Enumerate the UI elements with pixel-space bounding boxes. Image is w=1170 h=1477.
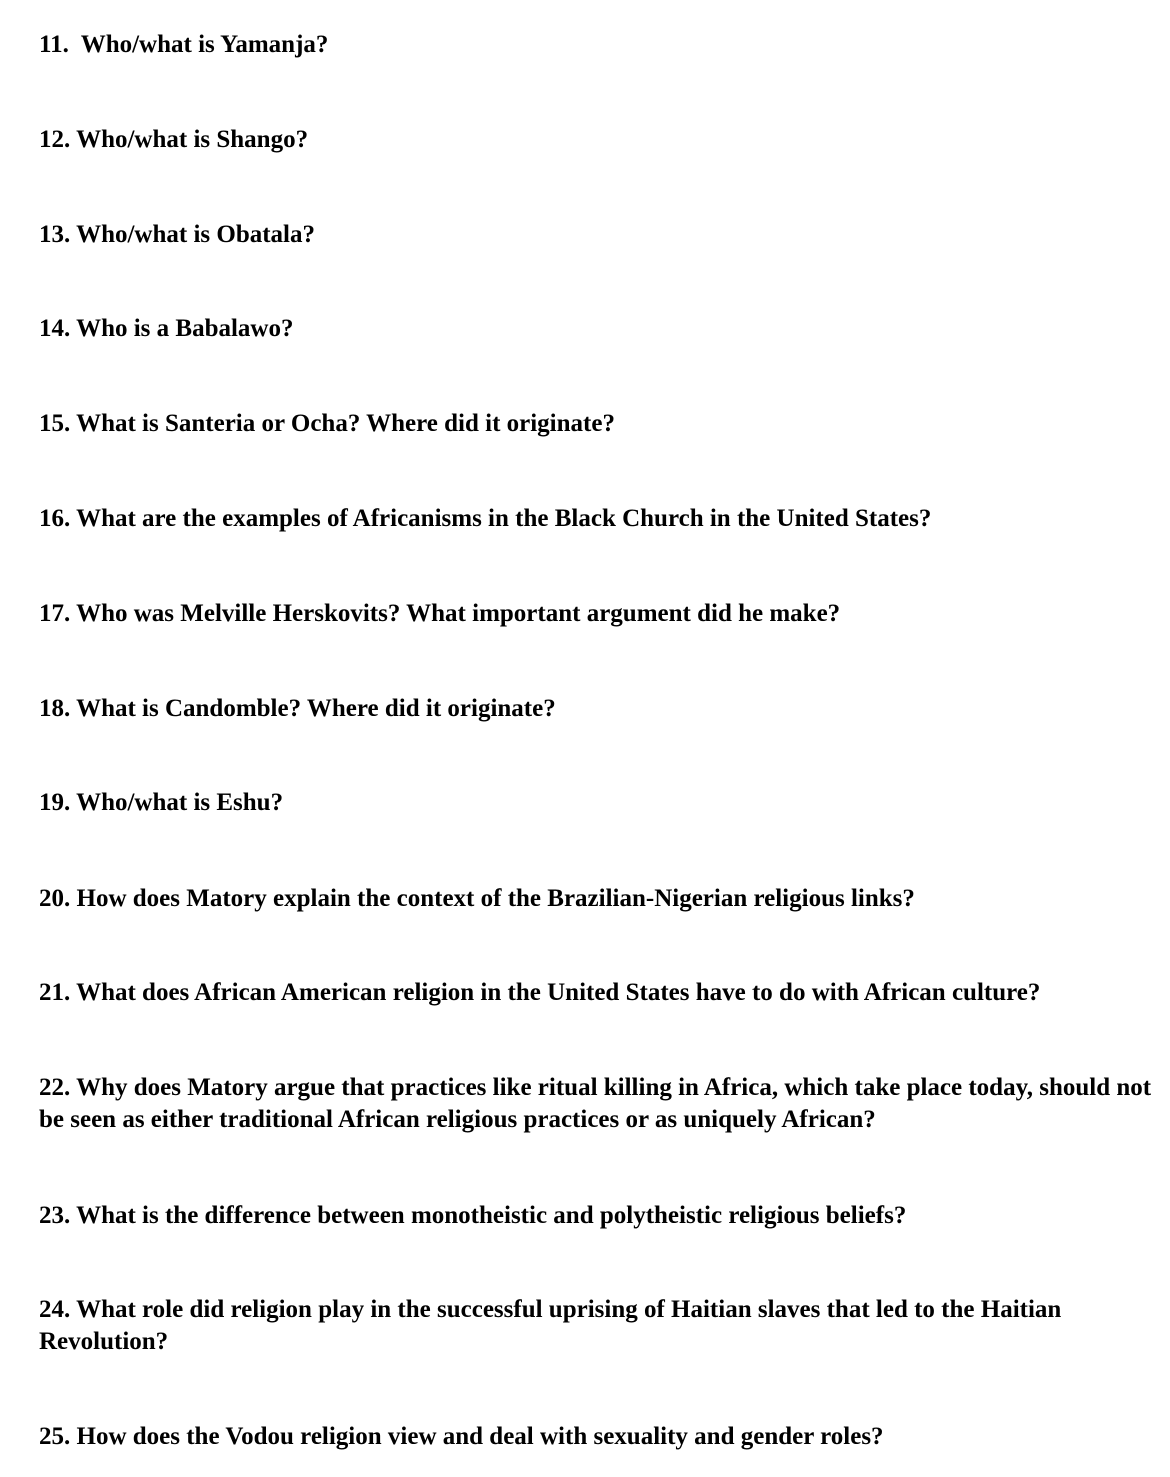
question-14: [39, 313, 1167, 345]
question-text: What is Candomble? Where did it originate?: [76, 695, 556, 722]
question-text: Who/what is Yamanja?: [80, 31, 329, 58]
question-text: Who/what is Eshu?: [76, 789, 284, 816]
question-number: 15.: [39, 410, 71, 437]
question-text: What does African American religion in the United States have to do with African culture?: [76, 979, 1041, 1006]
question-21: [39, 977, 1167, 1009]
question-number: 12.: [39, 126, 71, 153]
question-17: [39, 598, 1167, 630]
question-text: What is the difference between monotheistic and polytheistic religious beliefs?: [76, 1202, 907, 1229]
question-20: [39, 883, 1167, 915]
question-number: 24.: [39, 1296, 71, 1323]
question-text: Who was Melville Herskovits? What important argument did he make?: [76, 600, 841, 627]
question-19: [39, 787, 1167, 819]
question-text: What are the examples of Africanisms in the Black Church in the United States?: [76, 505, 932, 532]
question-number: 16.: [39, 505, 71, 532]
question-13: [39, 219, 1167, 251]
question-16: [39, 503, 1167, 535]
question-number: 19.: [39, 789, 71, 816]
question-number: 14.: [39, 315, 71, 342]
question-number: 23.: [39, 1202, 71, 1229]
question-11: [39, 29, 1167, 61]
question-text: How does the Vodou religion view and deal with sexuality and gender roles?: [76, 1423, 884, 1450]
question-text: Who/what is Obatala?: [76, 221, 315, 248]
question-text: Who is a Babalawo?: [76, 315, 294, 342]
question-text: What is Santeria or Ocha? Where did it originate?: [76, 410, 615, 437]
question-number: 11.: [39, 31, 69, 58]
question-number: 18.: [39, 695, 71, 722]
question-18: [39, 693, 1167, 725]
question-number: 21.: [39, 979, 71, 1006]
question-22: [39, 1072, 1167, 1136]
question-12: [39, 124, 1167, 156]
question-15: [39, 408, 1167, 440]
question-24: [39, 1294, 1167, 1358]
question-25: [39, 1421, 1167, 1453]
question-text: Who/what is Shango?: [76, 126, 309, 153]
question-number: 25.: [39, 1423, 71, 1450]
question-23: [39, 1200, 1167, 1232]
question-number: 17.: [39, 600, 71, 627]
question-number: 22.: [39, 1074, 71, 1101]
question-text: Why does Matory argue that practices like ritual killing in Africa, which take place today, should not be seen as either traditional African religious practices or as uniquely African?: [39, 1074, 1152, 1133]
question-text: How does Matory explain the context of the Brazilian-Nigerian religious links?: [76, 885, 915, 912]
question-number: 13.: [39, 221, 71, 248]
question-text: What role did religion play in the successful uprising of Haitian slaves that led to the Haitian Revolution?: [39, 1296, 1062, 1355]
question-number: 20.: [39, 885, 71, 912]
